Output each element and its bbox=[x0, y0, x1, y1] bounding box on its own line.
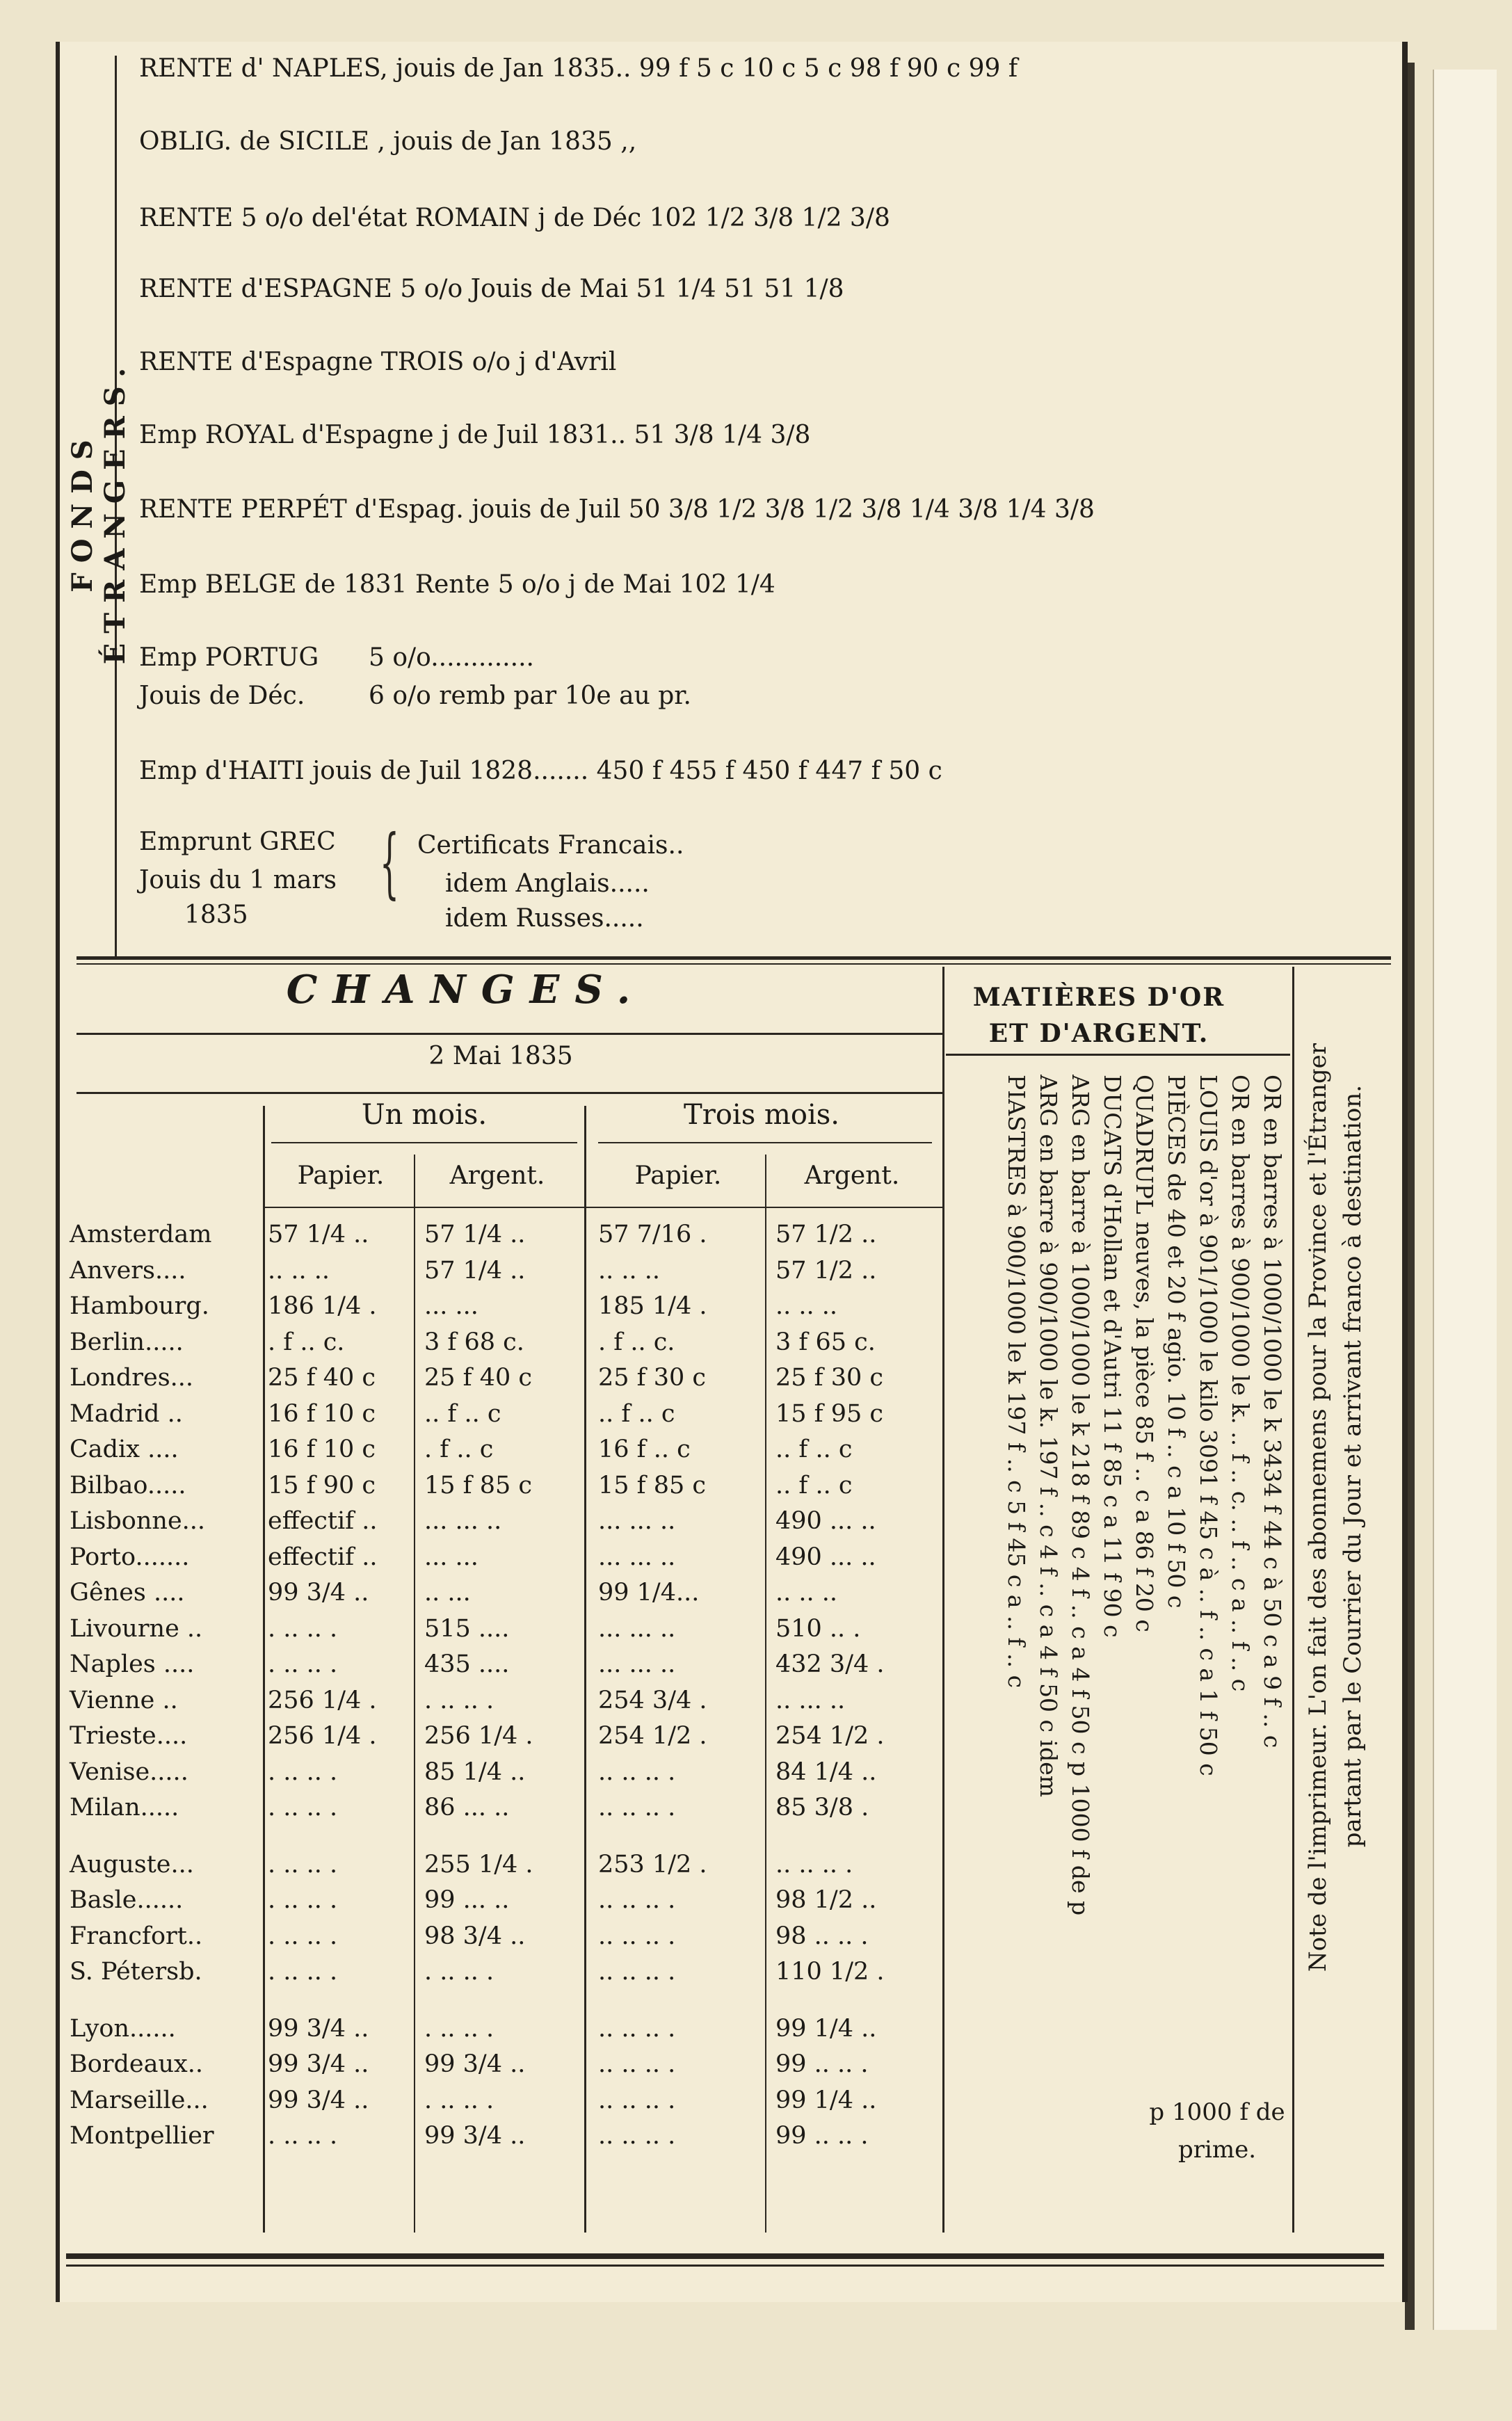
changes-cell: .. .. .. . bbox=[598, 2014, 676, 2043]
changes-cell: . .. .. . bbox=[268, 1958, 338, 1986]
fonds-row-values: 51 1/4 51 51 1/8 bbox=[636, 275, 844, 303]
fonds-row-name: RENTE d'Espagne TROIS o/o j d'Avril bbox=[139, 348, 617, 376]
changes-cell: .. f .. c bbox=[775, 1435, 853, 1463]
changes-cell: .. .. .. . bbox=[598, 2122, 676, 2150]
changes-cell: . .. .. . bbox=[268, 1650, 338, 1678]
matieres-item: LOUIS d'or à 901/1000 le kilo 3091 f 45 c à .. f .. c a 1 f 50 c bbox=[1195, 1075, 1222, 1776]
brace-icon: { bbox=[380, 818, 399, 907]
changes-cell: .. f .. c bbox=[775, 1471, 853, 1499]
fonds-row bbox=[139, 757, 942, 785]
portugal-name: Emp PORTUG bbox=[139, 643, 319, 672]
changes-city: Naples .... bbox=[70, 1650, 195, 1678]
changes-cell: . .. .. . bbox=[424, 2086, 494, 2114]
changes-city: Vienne .. bbox=[70, 1686, 178, 1714]
changes-cell: 99 1/4 .. bbox=[775, 2014, 877, 2043]
fonds-row-values: 50 3/8 1/2 3/8 1/2 3/8 1/4 3/8 1/4 3/8 bbox=[628, 495, 1095, 524]
fonds-row-name: Emp ROYAL d'Espagne j de Juil 1831.. bbox=[139, 421, 627, 449]
changes-city: Montpellier bbox=[70, 2122, 214, 2150]
changes-cell: ... ... bbox=[424, 1292, 478, 1320]
changes-city: Lisbonne... bbox=[70, 1507, 206, 1535]
fonds-row bbox=[139, 127, 636, 156]
matieres-title bbox=[949, 979, 1248, 1052]
matieres-item: PIÈCES de 40 et 20 f agio. 10 f .. c a 10 f 50 c bbox=[1163, 1075, 1190, 1609]
fonds-row-name: Emp BELGE de 1831 Rente 5 o/o j de Mai bbox=[139, 570, 672, 599]
changes-cell: .. .. .. . bbox=[598, 1794, 676, 1821]
matieres-item: ARG en barre à 1000/1000 le k 218 f 89 c 4 f .. c a 4 f 50 c p 1000 f de p bbox=[1067, 1075, 1094, 1916]
changes-city: Bilbao..... bbox=[70, 1471, 186, 1499]
grec-item: idem Anglais..... bbox=[445, 869, 650, 898]
changes-rule bbox=[77, 1092, 942, 1094]
changes-city: Porto....... bbox=[70, 1543, 190, 1571]
changes-city: Lyon...... bbox=[70, 2014, 176, 2043]
changes-cell: 432 3/4 . bbox=[775, 1650, 885, 1678]
changes-cell: . .. .. . bbox=[424, 2014, 494, 2043]
fonds-row-name: RENTE PERPÉT d'Espag. jouis de Juil bbox=[139, 495, 621, 524]
changes-cell: 98 1/2 .. bbox=[775, 1886, 877, 1914]
changes-cell: . .. .. . bbox=[268, 1922, 338, 1950]
changes-cell: 99 3/4 .. bbox=[268, 2050, 369, 2078]
section-rule-thin bbox=[77, 963, 1391, 965]
changes-rule bbox=[77, 1033, 942, 1035]
grec-year: 1835 bbox=[184, 901, 248, 929]
fonds-row bbox=[139, 275, 844, 303]
changes-cell: 255 1/4 . bbox=[424, 1850, 533, 1879]
changes-cell: .. .. .. . bbox=[775, 1850, 853, 1879]
col-argent-1: Argent. bbox=[449, 1161, 545, 1190]
changes-cell: . .. .. . bbox=[424, 1958, 494, 1986]
changes-cell: 3 f 65 c. bbox=[775, 1328, 876, 1356]
changes-cell: 57 1/4 .. bbox=[268, 1221, 369, 1248]
fonds-row-values: 450 f 455 f 450 f 447 f 50 c bbox=[596, 757, 942, 785]
changes-city: S. Pétersb. bbox=[70, 1958, 202, 1986]
changes-cell: 85 1/4 .. bbox=[424, 1758, 526, 1786]
header-rule bbox=[264, 1207, 942, 1208]
changes-cell: . f .. c. bbox=[268, 1328, 345, 1356]
changes-cell: ... ... .. bbox=[598, 1543, 676, 1571]
changes-cell: . .. .. . bbox=[268, 1614, 338, 1643]
prime-note: p 1000 f de prime. bbox=[1149, 2098, 1285, 2164]
brace-rule bbox=[271, 1142, 577, 1143]
changes-cell: 15 f 95 c bbox=[775, 1399, 884, 1428]
changes-cell: 57 1/2 .. bbox=[775, 1256, 877, 1285]
fonds-row bbox=[139, 54, 1018, 83]
changes-cell: 99 ... .. bbox=[424, 1886, 510, 1914]
changes-city: Marseille... bbox=[70, 2086, 209, 2114]
side-note-line2: partant par le Courrier du Jour et arrivant franco à destination. bbox=[1339, 1085, 1367, 1848]
col-divider bbox=[584, 1106, 586, 2233]
changes-cell: 16 f 10 c bbox=[268, 1399, 376, 1428]
portugal-line2: 6 o/o remb par 10e au pr. bbox=[369, 682, 691, 710]
bottom-rule-thin bbox=[66, 2265, 1384, 2267]
changes-cell: 254 1/2 . bbox=[775, 1722, 885, 1750]
section-rule bbox=[77, 956, 1391, 960]
matieres-item: OR en barres à 900/1000 le k. .. f .. c. .. f .. c a .. f .. c bbox=[1227, 1075, 1254, 1692]
changes-title: CHANGES. bbox=[286, 967, 646, 1013]
changes-cell: 185 1/4 . bbox=[598, 1292, 707, 1320]
changes-cell: 3 f 68 c. bbox=[424, 1328, 524, 1356]
changes-cell: 256 1/4 . bbox=[268, 1686, 377, 1714]
changes-cell: .. .. .. . bbox=[598, 1922, 676, 1950]
changes-cell: 84 1/4 .. bbox=[775, 1758, 877, 1786]
fonds-row-values: 99 f 5 c 10 c 5 c 98 f 90 c 99 f bbox=[638, 54, 1018, 83]
changes-cell: 99 3/4 .. bbox=[268, 2014, 369, 2043]
fonds-row-name: RENTE d' NAPLES, jouis de Jan 1835.. bbox=[139, 54, 632, 83]
changes-cell: 186 1/4 . bbox=[268, 1292, 377, 1320]
col-divider bbox=[942, 967, 944, 2233]
changes-city: Hambourg. bbox=[70, 1292, 209, 1320]
changes-cell: . .. .. . bbox=[268, 1850, 338, 1879]
fonds-row-name: RENTE 5 o/o del'état ROMAIN j de Déc bbox=[139, 204, 642, 232]
changes-cell: 99 3/4 .. bbox=[268, 1579, 369, 1607]
changes-cell: .. .. .. . bbox=[598, 2050, 676, 2078]
changes-cell: .. f .. c bbox=[598, 1399, 675, 1428]
fonds-row-values: 102 1/2 3/8 1/2 3/8 bbox=[649, 204, 890, 232]
portugal-line1: 5 o/o............. bbox=[369, 643, 534, 672]
changes-cell: 256 1/4 . bbox=[424, 1722, 533, 1750]
changes-cell: 99 .. .. . bbox=[775, 2050, 869, 2078]
group-trois-mois: Trois mois. bbox=[684, 1099, 839, 1131]
changes-cell: 98 3/4 .. bbox=[424, 1922, 526, 1950]
grec-name: Emprunt GREC bbox=[139, 828, 336, 856]
fonds-row-name: OBLIG. de SICILE , jouis de Jan 1835 ,, bbox=[139, 127, 637, 156]
fonds-row bbox=[139, 348, 616, 376]
changes-cell: .. ... .. bbox=[775, 1686, 846, 1714]
group-un-mois: Un mois. bbox=[361, 1099, 488, 1131]
matieres-rule bbox=[946, 1054, 1290, 1056]
col-papier-1: Papier. bbox=[297, 1161, 385, 1190]
changes-cell: 57 1/2 .. bbox=[775, 1221, 877, 1248]
changes-city: Milan..... bbox=[70, 1794, 179, 1821]
grec-item: Certificats Francais.. bbox=[417, 831, 684, 860]
changes-cell: 25 f 40 c bbox=[424, 1364, 533, 1392]
changes-cell: 99 1/4 .. bbox=[775, 2086, 877, 2114]
changes-city: Francfort.. bbox=[70, 1922, 203, 1950]
grec-jouis: Jouis du 1 mars bbox=[139, 866, 337, 894]
changes-cell: .. f .. c bbox=[424, 1399, 501, 1428]
changes-cell: 256 1/4 . bbox=[268, 1722, 377, 1750]
portugal-jouis: Jouis de Déc. bbox=[139, 682, 305, 710]
brace-rule bbox=[598, 1142, 932, 1143]
fonds-etrangers-title: FONDS ÉTRANGERS. bbox=[66, 357, 131, 665]
matieres-title-line: ET D'ARGENT. bbox=[988, 1019, 1209, 1049]
bottom-rule bbox=[66, 2253, 1384, 2259]
grec-item: idem Russes..... bbox=[445, 904, 644, 933]
changes-cell: ... ... .. bbox=[598, 1614, 676, 1643]
page-edge bbox=[1433, 70, 1497, 2330]
changes-cell: 435 .... bbox=[424, 1650, 510, 1678]
matieres-item: PIASTRES à 900/1000 le k 197 f .. c 5 f 45 c a .. f .. c bbox=[1003, 1075, 1030, 1689]
changes-cell: 25 f 30 c bbox=[775, 1364, 884, 1392]
matieres-item: OR en barres à 1000/1000 le k 3434 f 44 c à 50 c a 9 f .. c bbox=[1259, 1075, 1286, 1748]
fonds-row-name: Emp d'HAITI jouis de Juil 1828....... bbox=[139, 757, 589, 785]
changes-city: Livourne .. bbox=[70, 1614, 203, 1643]
changes-cell: 253 1/2 . bbox=[598, 1850, 707, 1879]
changes-cell: . .. .. . bbox=[268, 1758, 338, 1786]
side-note-line1: Note de l'imprimeur. L'on fait des abonnemens pour la Province et l'Étranger bbox=[1304, 1043, 1332, 1972]
changes-city: Amsterdam bbox=[70, 1221, 212, 1248]
changes-cell: . .. .. . bbox=[268, 1794, 338, 1821]
changes-cell: .. .. .. bbox=[268, 1256, 330, 1285]
changes-city: Madrid .. bbox=[70, 1399, 183, 1428]
changes-city: Anvers.... bbox=[70, 1256, 186, 1285]
changes-cell: 99 3/4 .. bbox=[268, 2086, 369, 2114]
fonds-row bbox=[139, 204, 890, 232]
changes-cell: . .. .. . bbox=[424, 1686, 494, 1714]
changes-cell: 98 .. .. . bbox=[775, 1922, 869, 1950]
changes-city: Cadix .... bbox=[70, 1435, 179, 1463]
changes-cell: 25 f 40 c bbox=[268, 1364, 376, 1392]
col-divider bbox=[414, 1155, 415, 2233]
changes-cell: .. .. .. . bbox=[598, 1758, 676, 1786]
changes-cell: . .. .. . bbox=[268, 2122, 338, 2150]
changes-cell: 515 .... bbox=[424, 1614, 510, 1643]
changes-cell: 85 3/8 . bbox=[775, 1794, 869, 1821]
changes-cell: .. ... bbox=[424, 1579, 471, 1607]
changes-cell: . f .. c bbox=[424, 1435, 494, 1463]
changes-cell: .. .. .. bbox=[598, 1256, 661, 1285]
changes-cell: 110 1/2 . bbox=[775, 1958, 885, 1986]
changes-city: Venise..... bbox=[70, 1758, 188, 1786]
changes-cell: 510 .. . bbox=[775, 1614, 861, 1643]
changes-cell: ... ... bbox=[424, 1543, 478, 1571]
fonds-row bbox=[139, 495, 1095, 524]
col-divider bbox=[765, 1155, 766, 2233]
changes-cell: 16 f 10 c bbox=[268, 1435, 376, 1463]
changes-city: Londres... bbox=[70, 1364, 194, 1392]
changes-cell: 15 f 85 c bbox=[424, 1471, 533, 1499]
changes-cell: 99 .. .. . bbox=[775, 2122, 869, 2150]
changes-cell: 99 3/4 .. bbox=[424, 2122, 526, 2150]
changes-cell: 254 3/4 . bbox=[598, 1686, 707, 1714]
changes-cell: ... ... .. bbox=[598, 1650, 676, 1678]
col-argent-2: Argent. bbox=[804, 1161, 900, 1190]
col-papier-2: Papier. bbox=[634, 1161, 722, 1190]
matieres-title-line: MATIÈRES D'OR bbox=[972, 983, 1225, 1012]
fonds-row bbox=[139, 570, 775, 599]
col-divider bbox=[263, 1106, 265, 2233]
changes-cell: 99 3/4 .. bbox=[424, 2050, 526, 2078]
changes-city: Berlin..... bbox=[70, 1328, 184, 1356]
changes-city: Gênes .... bbox=[70, 1579, 185, 1607]
changes-cell: 15 f 85 c bbox=[598, 1471, 707, 1499]
changes-cell: 57 7/16 . bbox=[598, 1221, 707, 1248]
changes-city: Bordeaux.. bbox=[70, 2050, 204, 2078]
changes-cell: ... ... .. bbox=[598, 1507, 676, 1535]
fonds-row-values: 51 3/8 1/4 3/8 bbox=[634, 421, 811, 449]
changes-cell: 86 ... .. bbox=[424, 1794, 510, 1821]
changes-cell: effectif .. bbox=[268, 1543, 378, 1571]
fonds-row-values: 102 1/4 bbox=[679, 570, 775, 599]
changes-cell: .. .. .. . bbox=[598, 1886, 676, 1914]
changes-cell: .. .. .. bbox=[775, 1292, 838, 1320]
changes-cell: ... ... .. bbox=[424, 1507, 502, 1535]
changes-city: Auguste... bbox=[70, 1850, 194, 1879]
col-divider bbox=[1292, 967, 1294, 2233]
changes-cell: 25 f 30 c bbox=[598, 1364, 707, 1392]
changes-cell: . .. .. . bbox=[268, 1886, 338, 1914]
changes-cell: 57 1/4 .. bbox=[424, 1256, 526, 1285]
changes-city: Basle...... bbox=[70, 1886, 184, 1914]
changes-cell: 16 f .. c bbox=[598, 1435, 691, 1463]
changes-city: Trieste.... bbox=[70, 1722, 188, 1750]
changes-date: 2 Mai 1835 bbox=[428, 1042, 573, 1070]
changes-cell: effectif .. bbox=[268, 1507, 378, 1535]
fonds-row-name: RENTE d'ESPAGNE 5 o/o Jouis de Mai bbox=[139, 275, 629, 303]
matieres-item: ARG en barre à 900/1000 le k. 197 f .. c 4 f .. c a 4 f 50 c idem bbox=[1035, 1075, 1062, 1798]
changes-cell: .. .. .. bbox=[775, 1579, 838, 1607]
matieres-item: DUCATS d'Hollan et d'Autri 11 f 85 c a 11 f 90 c bbox=[1099, 1075, 1126, 1638]
changes-cell: 254 1/2 . bbox=[598, 1722, 707, 1750]
fonds-row bbox=[139, 421, 810, 449]
changes-cell: . f .. c. bbox=[598, 1328, 675, 1356]
matieres-item: QUADRUPL neuves, la pièce 85 f .. c a 86 f 20 c bbox=[1131, 1075, 1158, 1632]
changes-cell: 490 ... .. bbox=[775, 1543, 876, 1571]
changes-cell: .. .. .. . bbox=[598, 1958, 676, 1986]
changes-cell: 99 1/4... bbox=[598, 1579, 700, 1607]
changes-cell: 57 1/4 .. bbox=[424, 1221, 526, 1248]
changes-cell: .. .. .. . bbox=[598, 2086, 676, 2114]
changes-cell: 490 ... .. bbox=[775, 1507, 876, 1535]
changes-cell: 15 f 90 c bbox=[268, 1471, 376, 1499]
